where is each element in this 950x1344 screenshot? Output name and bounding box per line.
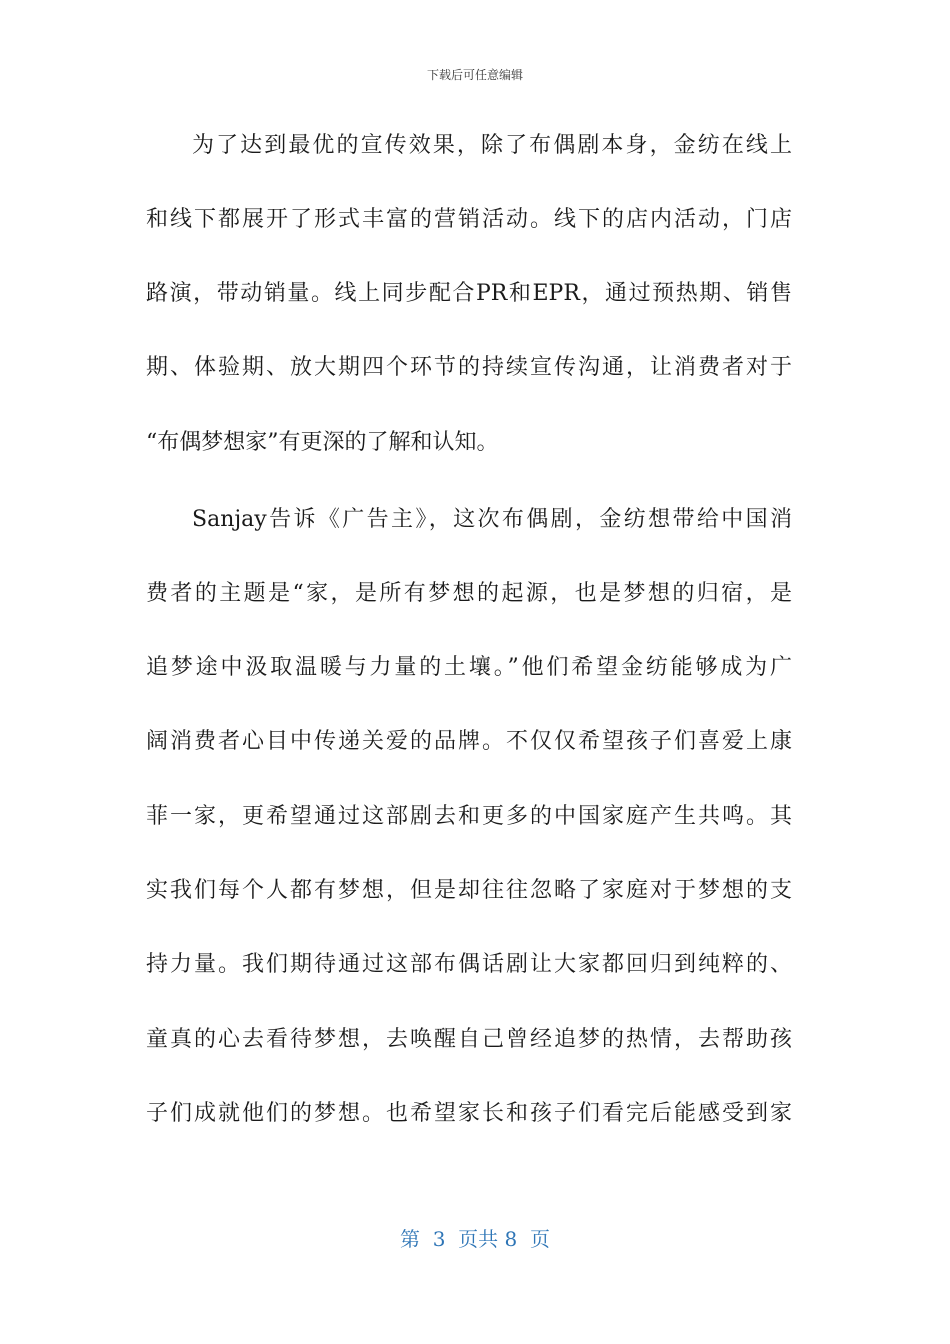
page-footer: 第 3 页共 8 页 (400, 1227, 550, 1251)
text-line: 菲一家，更希望通过这部剧去和更多的中国家庭产生共鸣。其 (146, 804, 792, 829)
text-line: 路演，带动销量。线上同步配合PR和EPR，通过预热期、销售 (146, 281, 792, 306)
text-line: 费者的主题是“家，是所有梦想的起源，也是梦想的归宿，是 (146, 581, 792, 606)
text-line: 和线下都展开了形式丰富的营销活动。线下的店内活动，门店 (146, 207, 792, 232)
text-line: 追梦途中汲取温暖与力量的土壤。”他们希望金纺能够成为广 (146, 655, 792, 680)
text-line: 期、体验期、放大期四个环节的持续宣传沟通，让消费者对于 (146, 355, 792, 380)
text-line: “布偶梦想家”有更深的了解和认知。 (146, 430, 499, 455)
text-line: 阔消费者心目中传递关爱的品牌。不仅仅希望孩子们喜爱上康 (146, 729, 792, 754)
text-line: 为了达到最优的宣传效果，除了布偶剧本身，金纺在线上 (192, 133, 792, 158)
text-line: 子们成就他们的梦想。也希望家长和孩子们看完后能感受到家 (146, 1101, 792, 1126)
text-line: 持力量。我们期待通过这部布偶话剧让大家都回归到纯粹的、 (146, 952, 792, 977)
page-header: 下载后可任意编辑 (426, 68, 523, 82)
text-line: 童真的心去看待梦想，去唤醒自己曾经追梦的热情，去帮助孩 (146, 1027, 792, 1052)
text-line: Sanjay告诉《广告主》，这次布偶剧，金纺想带给中国消 (192, 507, 792, 532)
text-line: 实我们每个人都有梦想，但是却往往忽略了家庭对于梦想的支 (146, 878, 792, 903)
